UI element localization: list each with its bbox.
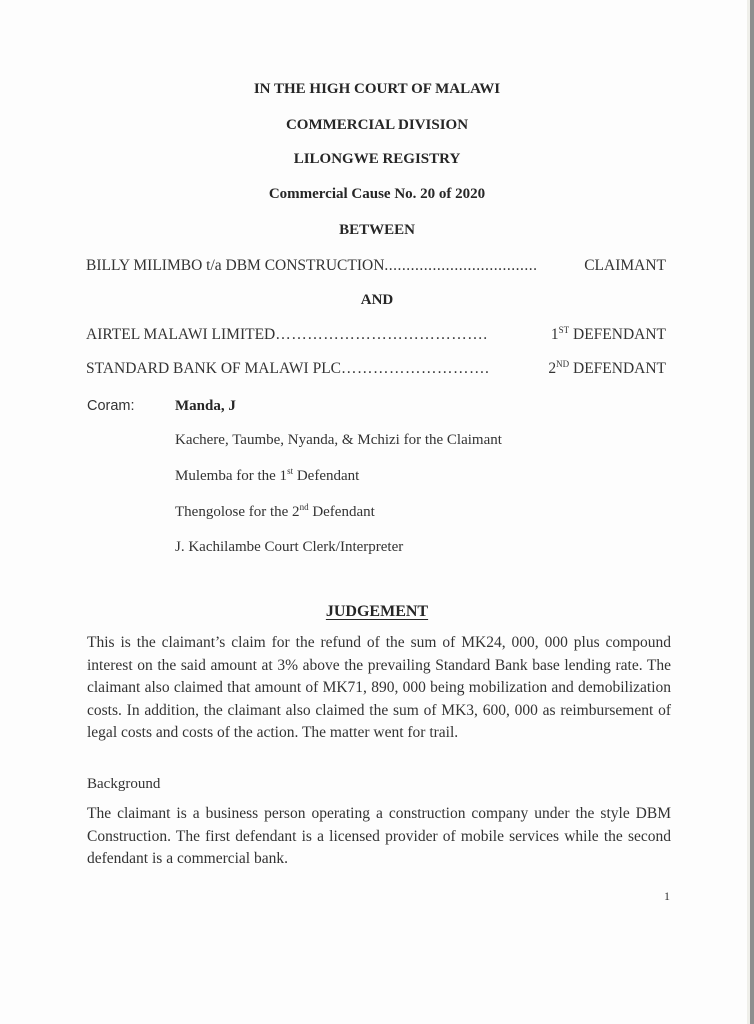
coram-judge: Manda, J	[175, 398, 236, 414]
judgement-heading	[0, 603, 754, 621]
counsel-text: Defendant	[293, 468, 360, 484]
ordinal-suffix: st	[287, 466, 294, 476]
party-leader-dots: ...................................	[384, 257, 538, 274]
division-name: COMMERCIAL DIVISION	[285, 117, 469, 133]
background-heading: Background	[87, 776, 161, 792]
page-number: 1	[664, 889, 670, 903]
role-text: DEFENDANT	[569, 360, 666, 377]
and-label: AND	[360, 292, 394, 308]
second-defendant-counsel	[175, 504, 375, 521]
party-name: BILLY MILIMBO t/a DBM CONSTRUCTION	[86, 257, 385, 274]
ordinal-suffix: ST	[558, 325, 570, 335]
party-second-defendant	[86, 360, 666, 378]
counsel-text: Thengolose for the 2	[175, 504, 300, 520]
ordinal: 1	[550, 326, 559, 343]
background-paragraph: The claimant is a business person operating a construction company under the style DBM Construction. The first defendant is a licensed provider of mobile services while the second defendant is a commercial bank.	[87, 805, 671, 867]
judgement-title: JUDGEMENT	[325, 603, 429, 620]
counsel-text: Defendant	[308, 504, 375, 520]
party-leader-dots: ………………………………….	[275, 326, 488, 343]
claimant-counsel: Kachere, Taumbe, Nyanda, & Mchizi for the Claimant	[175, 432, 502, 448]
first-defendant-counsel	[175, 468, 359, 485]
role-text: DEFENDANT	[569, 326, 666, 343]
between-label: BETWEEN	[339, 222, 415, 238]
party-role	[548, 360, 666, 378]
party-role	[551, 326, 666, 344]
counsel-text: Mulemba for the 1	[175, 468, 288, 484]
party-first-defendant	[86, 326, 666, 344]
party-claimant	[86, 257, 666, 275]
coram-label: Coram:	[87, 398, 135, 414]
court-name: IN THE HIGH COURT OF MALAWI	[253, 81, 501, 97]
party-role: CLAIMANT	[584, 257, 666, 274]
party-name: STANDARD BANK OF MALAWI PLC	[86, 360, 342, 377]
ordinal-suffix: nd	[299, 502, 309, 512]
ordinal-suffix: ND	[556, 359, 570, 369]
party-leader-dots: ……………………….	[341, 360, 490, 377]
party-name: AIRTEL MALAWI LIMITED	[86, 326, 276, 343]
registry-name: LILONGWE REGISTRY	[293, 151, 461, 167]
judgement-intro-paragraph: This is the claimant’s claim for the refund of the sum of MK24, 000, 000 plus compound interest on the said amount at 3% above the prevailing Standard Bank base lending rate. The claimant also claimed that amount of MK71, 890, 000 being mobilization and demobilization costs. In addition, the claimant also claimed the sum of MK3, 600, 000 as reimbursement of legal costs and costs of the action. The matter went for trail.	[87, 634, 671, 741]
court-clerk: J. Kachilambe Court Clerk/Interpreter	[175, 539, 404, 555]
cause-number: Commercial Cause No. 20 of 2020	[268, 186, 486, 202]
ordinal: 2	[548, 360, 557, 377]
